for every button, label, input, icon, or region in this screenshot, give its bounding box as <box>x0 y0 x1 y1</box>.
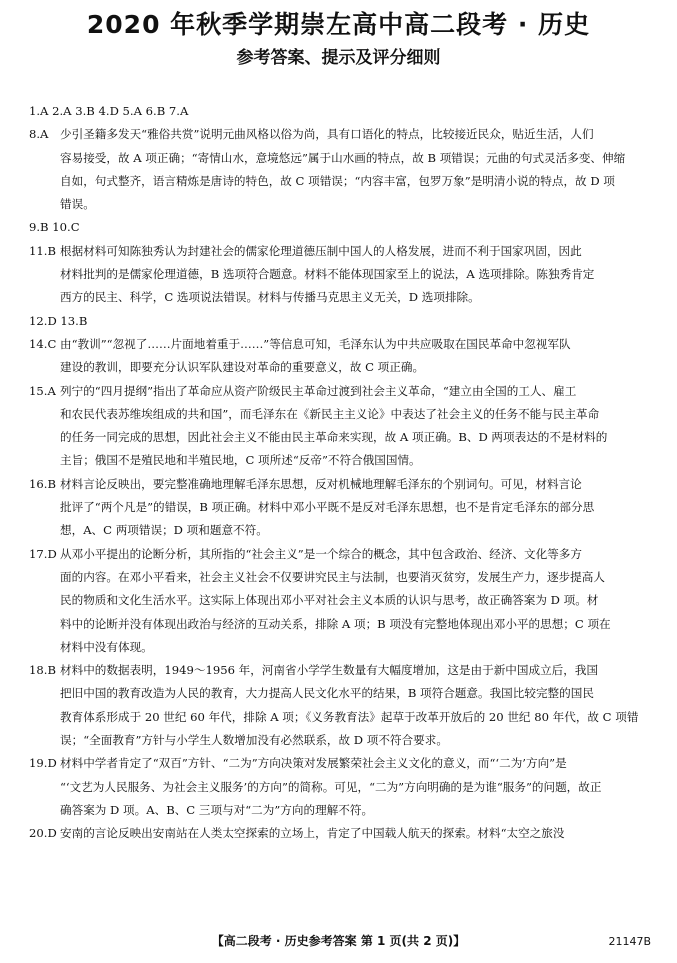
answer-text-line: 少引圣籍多发天“雅俗共赏”说明元曲风格以俗为尚，具有口语化的特点，比较接近民众，贴近生活，人们 <box>60 127 594 142</box>
answer-item <box>29 659 659 752</box>
answer-text-line: 错误。 <box>60 197 95 212</box>
answer-item <box>29 473 659 543</box>
answer-text-line: 想，A、C 两项错误；D 项和题意不符。 <box>60 523 268 538</box>
answer-number: 16.B <box>29 476 56 491</box>
answer-text-line: 批评了“两个凡是”的错误，B 项正确。材料中邓小平既不是反对毛泽东思想，也不是肯定毛泽东的部分思 <box>60 500 595 515</box>
answer-text-line: 把旧中国的教育改造为人民的教育，大力提高人民文化水平的结果，B 项符合题意。我国比较完整的国民 <box>60 686 594 701</box>
answer-text-line: 列宁的“四月提纲”指出了革命应从资产阶级民主革命过渡到社会主义革命，“建立由全国的工人、雇工 <box>60 383 577 398</box>
answer-text-line: 材料中学者肯定了“双百”方针、“二为”方向决策对发展繁荣社会主义文化的意义，而“‘二为’方向”是 <box>60 756 567 771</box>
answer-text-line: 确答案为 D 项。A、B、C 三项与对“二为”方向的理解不符。 <box>60 802 374 817</box>
answer-item <box>29 100 659 123</box>
answer-text-line: 根据材料可知陈独秀认为封建社会的儒家伦理道德压制中国人的人格发展，进而不利于国家巩固，因此 <box>60 243 582 258</box>
answer-item <box>29 822 659 845</box>
answer-text-line: 和农民代表苏维埃组成的共和国”，而毛泽东在《新民主主义论》中表达了社会主义的任务不能与民主革命 <box>60 406 600 421</box>
answer-number: 14.C <box>29 336 57 351</box>
answer-item <box>29 216 659 239</box>
answer-item <box>29 123 659 216</box>
answer-text-line: 材料中没有体现。 <box>60 639 153 654</box>
answer-item <box>29 543 659 659</box>
answer-text-line: 12.D 13.B <box>29 313 88 328</box>
answer-number: 19.D <box>29 756 57 771</box>
answer-text-line: 从邓小平提出的论断分析，其所指的“社会主义”是一个综合的概念，其中包含政治、经济、文化等多方 <box>60 546 582 561</box>
answer-item <box>29 333 659 380</box>
answer-text-line: “‘文艺为人民服务、为社会主义服务’的方向”的简称。可见，“二为”方向明确的是为谁“服务”的问题，故正 <box>60 779 602 794</box>
answer-item <box>29 752 659 822</box>
page-subtitle: 参考答案、提示及评分细则 <box>236 48 441 68</box>
answer-text-line: 建设的教训，即要充分认识军队建设对革命的重要意义，故 C 项正确。 <box>60 360 425 375</box>
answer-item <box>29 240 659 310</box>
answer-item <box>29 380 659 473</box>
document-code: 21147B <box>608 935 651 948</box>
answer-text-line: 1.A 2.A 3.B 4.D 5.A 6.B 7.A <box>29 104 189 118</box>
answer-number: 18.B <box>29 663 56 678</box>
page-title: 2020 年秋季学期崇左高中高二段考 · 历史 <box>86 10 591 39</box>
answer-text-line: 材料批判的是儒家伦理道德，B 选项符合题意。材料不能体现国家至上的说法，A 选项排除。陈独秀肯定 <box>60 267 595 282</box>
answer-text-line: 面的内容。在邓小平看来，社会主义社会不仅要讲究民主与法制，也要消灭贫穷，发展生产力，逐步提高人 <box>60 569 605 584</box>
answer-text-line: 由“教训”“忽视了……片面地着重于……”等信息可知，毛泽东认为中共应吸取在国民革命中忽视军队 <box>60 336 571 351</box>
answer-number: 15.A <box>29 383 56 398</box>
answer-number: 11.B <box>29 243 56 258</box>
answer-number: 17.D <box>29 546 57 561</box>
answer-number: 20.D <box>29 826 57 841</box>
answer-text-line: 9.B 10.C <box>29 220 80 235</box>
answer-item <box>29 310 659 333</box>
answer-text-line: 主旨；俄国不是殖民地和半殖民地，C 项所述“反帝”不符合俄国国情。 <box>60 453 421 468</box>
answer-text-line: 教育体系形成于 20 世纪 60 年代，排除 A 项；《义务教育法》起草于改革开放后的 20 世纪 80 年代，故 C 项错 <box>60 709 639 724</box>
answer-text-line: 的任务一同完成的思想，因此社会主义不能由民主革命来实现，故 A 项正确。B、D 两项表达的不是材料的 <box>60 430 608 445</box>
answer-text-line: 西方的民主、科学，C 选项说法错误。材料与传播马克思主义无关，D 选项排除。 <box>60 290 480 305</box>
answer-text-line: 材料中的数据表明，1949～1956 年，河南省小学学生数量有大幅度增加，这是由于新中国成立后，我国 <box>60 663 599 678</box>
answer-text-line: 料中的论断并没有体现出政治与经济的互动关系，排除 A 项；B 项没有完整地体现出邓小平的思想；C 项在 <box>60 616 611 631</box>
answer-text-line: 材料言论反映出，要完整准确地理解毛泽东思想，反对机械地理解毛泽东的个别词句。可见，材料言论 <box>60 476 582 491</box>
answer-text-line: 误；“全面教育”方针与小学生人数增加没有必然联系，故 D 项不符合要求。 <box>60 733 448 748</box>
answer-number: 8.A <box>29 127 49 142</box>
answer-text-line: 容易接受，故 A 项正确；“寄情山水，意境悠远”属于山水画的特点，故 B 项错误；元曲的句式灵活多变、伸缩 <box>60 150 626 165</box>
answer-text-line: 自如，句式整齐，语言精炼是唐诗的特色，故 C 项错误；“内容丰富，包罗万象”是明清小说的特点，故 D 项 <box>60 173 615 188</box>
answer-text-line: 民的物质和文化生活水平。这实际上体现出邓小平对社会主义本质的认识与思考，故正确答案为 D 项。材 <box>60 593 599 608</box>
answer-text-line: 安南的言论反映出安南站在人类太空探索的立场上，肯定了中国载人航天的探索。材料“太空之旅没 <box>60 826 565 841</box>
page-footer: 【高二段考 · 历史参考答案 第 1 页(共 2 页)】 <box>211 934 466 948</box>
answers-list <box>29 100 659 846</box>
